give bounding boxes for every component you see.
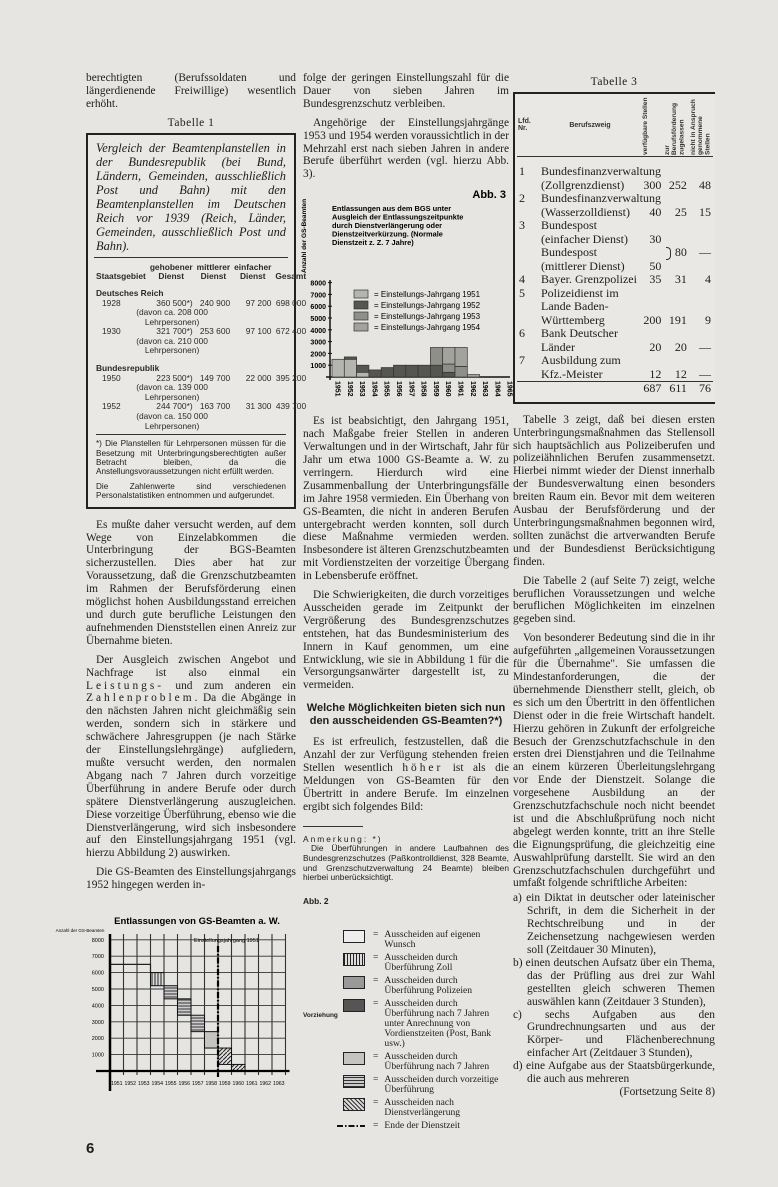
text: und zum anderen ein [164,679,296,692]
table1-title: Vergleich der Beamtenplanstellen in der Bundesrepublik (bei Bund, Ländern, Gemeinden, ausschließlich Post und Bahn) mit den Beamtenplanstellen im Deutschen Reich vor 1939 (Reich, Länder, Gemeinden, ausschließlich Post und Bahn). [94,135,288,258]
paragraph: Die Tabelle 2 (auf Seite 7) zeigt, welche beruflichen Voraussetzungen und welche beruflichen Möglichkeiten im einzelnen gegeben sind. [513,574,715,626]
legend-swatch [354,312,368,320]
bar-segment [418,365,430,377]
x-tick-label: 1962 [468,381,476,397]
berufszweig: (mittlerer Dienst) [541,258,625,273]
x-tick-label: 1954 [370,381,378,397]
legend-item [303,953,508,973]
left-middle-area [55,72,513,1158]
row-note: (davon ca. 150 000 Lehrpersonen) [136,411,208,431]
abb3-chart [292,187,513,409]
cell: 672 400 [275,326,307,337]
brace-icon [666,247,671,260]
cell: — [699,245,711,260]
cell: 22 000 [245,372,272,383]
cell: 30 [649,231,662,246]
section-heading: Welche Möglichkeiten bieten sich nun den ausscheidenden GS-Beamten?*) [306,702,506,728]
row-number: 3 [519,218,525,232]
page-number: 6 [86,1140,95,1158]
y-tick-label: 4000 [310,328,326,336]
x-tick-label: 1954 [151,1081,164,1088]
y-tick-label: 2000 [310,351,326,359]
text: . Da die Abgänge in den nächsten Jahren nicht gleichmäßig sein werden, sondern sich in stärkere und schwächere Jahresgruppen (je nach Stärke der Einstellungslehrgänge) aufgliedern, mußte versucht werden, den normalen Abgang nach 7 Jahren durch vorzeitige Überführung in andere Berufe oder durch spätere Dienstverlängerung auszugleichen. Diese vorzeitige Überführung, ebenso wie die Dienstverlängerung, wird sich insbesondere auf den Einstellungsjahrgang 1951 (vgl. hierzu Abbildung 2) auswirken. [86,692,296,860]
y-axis-title: Anzahl der GS-Beamten [55,928,105,934]
bar-segment [344,357,356,359]
legend-label: Ausscheiden nach Dienstverlängerung [384,1097,461,1119]
cell: 20 [649,339,662,354]
table-row [517,354,713,368]
legend-item [303,1052,508,1072]
legend-item [303,999,508,1049]
y-tick-label: 3000 [91,1020,104,1027]
cell: 149 700 [199,372,231,383]
paragraph: Tabelle 3 zeigt, daß bei diesen ersten Unterbringungsmaßnahmen das Stellensoll sich hauptsächlich aus Polizeiberufen und polizeiähnlichen Berufen zusammensetzt. Hierbei nimmt wieder der Dienst innerhalb der Bundesverwaltung einen besonders breiten Raum ein. Bevor mit dem weiteren Ausbau der Berufsförderung und der Unterbringungsmaßnahmen begonnen wird, sollten zunächst die artverwandten Berufe und der Bundesdienst Berücksichtigung finden. [513,413,715,568]
middle-body [303,415,509,906]
berufszweig: Bank Deutscher [541,326,618,341]
legend-item [303,1075,508,1095]
table1-col-header: Gesamt [275,271,307,282]
table-row [517,260,713,274]
cell: 4 [705,272,711,287]
legend-label: = Einstellungs-Jahrgang 1954 [374,323,481,333]
intro-text: berechtigten (Berufssoldaten und längerdienende Freiwillige) wesentlich erhöht. [86,72,296,110]
table3-col-header: Berufszweig [569,121,611,129]
step-bar [164,986,178,999]
total: 687 [643,381,662,396]
table-row [517,273,713,287]
equals-sign: = [373,1097,379,1109]
berufszweig: Ausbildung zum [541,353,621,368]
cell: 360 500*) [156,297,193,308]
y-tick-label: 7000 [91,954,104,961]
table1-group: Bundesrepublik [96,363,160,374]
equals-sign: = [373,1074,379,1086]
bar-segment [443,348,455,365]
middle-top [303,72,509,181]
bar-segment [381,368,393,377]
year: 1950 [102,372,121,383]
cell: 252 [668,177,687,192]
abb2-legend [303,930,508,1134]
x-tick-label: 1960 [444,381,452,397]
equals-sign: = [373,1051,379,1063]
bar-segment [443,373,455,378]
table-row [517,300,713,314]
step-bar [205,1032,219,1048]
emphasis: Zahlenproblem [86,692,195,705]
legend-swatch [354,323,368,331]
paragraph: Von besonderer Bedeutung sind die in ihr aufgeführten „allgemeinen Voraussetzungen für die Übernahme". Sie umfassen die Mindestanforderungen, die der übernehmende Dienstherr stellt, gleich, ob es sich um den Übertritt in den öffentlichen Dienst oder in die freie Wirtschaft handelt. Hierzu gehören in Zukunft der erfolgreiche Besuch der Grenzschutzfachschule in den ersten drei Dienstjahren und die Teilnahme an einem kürzeren Überleitungslehrgang vor Ende der Dienstzeit. Solange die vorgesehene Ausbildung an der Grenzschutzfachschule noch nicht beendet ist und die Abschlußprüfung noch nicht abgelegt werden konnte, tritt an ihre Stelle die Eignungsprüfung, die gleichzeitig eine Auswahlprüfung darstellt. Sie wird an den Grenzschutzfachschulen durchgeführt und umfaßt folgende schriftliche Arbeiten: [513,632,715,890]
table-row [517,287,713,301]
bar-segment [430,348,442,366]
chart-title: Entlassungen aus dem BGS unter Ausgleich der Entlassungszeitpunkte durch Dienstverlängerung oder Dienstzeitverkürzung. (Normale Dienstzeit z. Z. 7 Jahre) [332,204,464,248]
table1-grid [94,258,308,432]
footnote-text: Die Überführungen in andere Laufbahnen des Bundesgrenzschutzes (Paßkontrolldienst, 328 Beamte, und Grenzschutzverwaltung 24 Beamte) bleiben hierbei unberücksichtigt. [303,843,509,883]
paragraph: Es mußte daher versucht werden, auf dem Wege von Einzelabkommen die Unterbringung der BGS-Beamten sicherzustellen. Dies aber hat zur Voraussetzung, daß die Grenzschutzbeamten im Rahmen der Berufsförderung einen möglichst hohen Ausbildungsstand erreichen und durch gute berufliche Leistungen den aufnehmenden Dienststellen einen Anreiz zur Übernahme bieten. [86,518,296,647]
equals-sign: = [373,952,379,964]
legend-swatch [343,1075,365,1088]
legend-label: Ausscheiden durch Überführung Zoll [384,952,458,974]
row-note: (davon ca. 210 000 Lehrpersonen) [136,335,208,356]
x-tick-label: 1952 [124,1081,137,1088]
emphasis: Leistungs- [86,679,165,692]
table1-col-header: einfacher Dienst [234,261,272,282]
legend-item [303,1098,508,1118]
table3-col-header: nicht in Anspruch genommene Stellen [689,99,712,155]
cell: 12 [674,366,687,381]
table3-col-header: Lfd. Nr. [518,118,531,132]
step-bar [191,1016,205,1032]
cell: 163 700 [199,401,231,412]
page [55,72,715,1187]
legend-label: Ausscheiden durch vorzeitige Überführung [384,1074,499,1096]
list-item: a) ein Diktat in deutscher oder lateinischer Schrift, in dem die Sicherheit in der Rechtschreibung und in der Zeichensetzung nachgewiesen werden soll (Zeitdauer 30 Minuten), [513,892,715,956]
abb2-label: Abb. 2 [303,895,329,906]
cell: 48 [699,177,711,192]
x-tick-label: 1951 [110,1081,123,1088]
row-number: 1 [519,164,525,178]
legend-label: Ausscheiden durch Überführung Polizeien [384,975,473,997]
abb2-chart [55,912,295,1112]
cell: 31 [674,272,687,287]
y-tick-label: 1000 [310,363,326,371]
equals-sign: = [373,929,379,941]
row-note: (davon ca. 139 000 Lehrpersonen) [136,382,208,402]
table-row [517,192,713,206]
cell: 321 700*) [156,326,193,337]
cell: 9 [705,312,711,327]
equals-sign: = [373,975,379,987]
cell: 223 500*) [156,372,193,383]
table1-header [94,258,308,286]
x-tick-label: 1953 [137,1081,150,1088]
legend-swatch [354,301,368,309]
exam-list [513,892,715,1086]
cell: — [699,366,711,381]
step-bar [178,999,192,1015]
x-tick-label: 1964 [493,381,501,397]
paragraph: Es ist beabsichtigt, den Jahrgang 1951, nach Maßgabe freier Stellen in anderen Verwaltungen und in der Wirtschaft, Jahr für Jahr um etwa 1000 GS-Beamte a. W. zu verringern. Hierdurch wird eine Zusammenballung der Unterbringungsfälle im Jahre 1958 vermieden. Ein Überhang von GS-Beamten, die nicht in anderen Berufen untergebracht werden konnten, soll durch diese Maßnahme vermieden werden. Insbesondere ist älteren Grenzschutzbeamten mit Vordienstzeiten der vorzeitige Übergang in Lebensberufe eröffnet. [303,415,509,583]
x-tick-label: 1956 [178,1081,191,1088]
x-tick-label: 1961 [456,381,464,397]
bar-segment [443,364,455,372]
y-tick-label: 5000 [310,316,326,324]
chart-title: Entlassungen von GS-Beamten a. W. [114,916,280,928]
berufszweig: Bundespost [541,218,598,232]
year: 1952 [102,401,121,412]
x-tick-label: 1952 [345,381,353,397]
bar-segment [467,375,479,377]
x-tick-label: 1961 [245,1081,258,1088]
cell [663,246,689,260]
continuation-note: (Fortsetzung Seite 8) [619,1085,715,1098]
text: Der Ausgleich zwischen Angebot und Nachfrage ist also einmal ein [86,653,296,679]
table3 [513,92,715,404]
berufszweig: Bundesfinanzverwaltung [541,164,661,178]
y-axis-title: Anzahl der GS-Beamten [301,199,308,274]
y-tick-label: 5000 [91,987,104,994]
text: ist als die Meldungen von GS-Beamten für den Übertritt in andere Berufe. Im einzelnen ergibt sich folgendes Bild: [303,762,510,813]
legend-label: Ausscheiden durch Überführung nach 7 Jahren [384,1051,490,1073]
legend-swatch [343,976,365,989]
paragraph [86,654,296,861]
paragraph: Die GS-Beamten des Einstellungsjahrgangs 1952 hingegen werden in- [86,866,296,892]
legend-swatch [354,290,368,298]
bar-segment [455,348,467,367]
x-tick-label: 1956 [395,381,402,397]
table1-source: Die Zahlenwerte sind verschiedenen Personalstatistiken entnommen und aufgerundet. [96,481,286,501]
table-row [517,165,713,179]
y-tick-label: 6000 [91,970,104,977]
cell: 240 900 [199,297,231,308]
table3-col-header: verfügbare Stellen [641,97,649,155]
text-columns [55,72,513,906]
cell: 300 [643,177,662,192]
berufszweig: (Zollgrenzdienst) [541,177,625,192]
cell: 20 [674,339,687,354]
cell: 50 [649,258,662,273]
step-bar [218,1048,232,1064]
bar-segment [357,365,369,372]
table-row [517,368,713,382]
text: Es ist erfreulich, festzustellen, daß die Anzahl der zur Verfügung stehenden freien Stellen wesentlich [303,736,509,775]
x-tick-label: 1957 [191,1081,204,1088]
cell: — [699,339,711,354]
x-tick-label: 1965 [505,381,513,397]
legend-swatch [343,930,365,943]
table1-caption: Tabelle 1 [167,116,215,129]
bar-segment [344,360,356,378]
table-row [517,206,713,220]
paragraph: folge der geringen Einstellungszahl für die Dauer von sieben Jahren im Bundesgrenzschutz verbleiben. [303,72,509,110]
cell: 395 200 [275,372,307,383]
x-tick-label: 1958 [205,1081,218,1088]
step-bar [151,973,165,986]
left-body [86,519,296,892]
total: 76 [699,381,711,396]
y-tick-label: 1000 [91,1052,104,1059]
y-tick-label: 6000 [310,304,326,312]
berufszweig: (Wasserzolldienst) [541,204,631,219]
legend-item [303,976,508,996]
cell: 200 [643,312,662,327]
table-row [517,327,713,341]
x-tick-label: 1955 [382,381,390,397]
legend-label: Ausscheiden durch Überführung nach 7 Jahren unter Anrechnung von Vordienstzeiten (Post, Bank usw.) [384,998,492,1050]
legend-swatch [343,1052,365,1065]
paragraph: Die Schwierigkeiten, die durch vorzeitiges Ausscheiden gerade im Zeitpunkt der Vergrößerung des Bundesgrenzschutzes entstehen, hat das Bundesministerium des Innern in Kauf genommen, um eine Entwicklung, wie sie in Abbildung 1 für die Versorgungsanwärter dargestellt ist, zu vermeiden. [303,589,509,692]
table1-col-header: mittlerer Dienst [196,261,231,282]
cell: 253 600 [199,326,231,337]
table-row [517,179,713,193]
x-tick-label: 1960 [232,1081,245,1088]
x-tick-label: 1955 [164,1081,177,1088]
abb2-area [55,912,509,1134]
emphasis: höher [402,762,444,775]
x-tick-label: 1951 [333,381,341,397]
bar-segment [357,373,369,378]
x-tick-label: 1953 [358,381,366,397]
table1-col-header: gehobener Dienst [149,261,193,282]
x-tick-label: 1963 [481,381,489,397]
berufszweig: Bundespost [541,245,598,260]
y-tick-label: 8000 [310,280,326,288]
cell: 40 [649,204,662,219]
row-note: (davon ca. 208 000 Lehrpersonen) [136,307,208,327]
berufszweig: Kfz.-Meister [541,366,603,381]
table1-footnote: *) Die Planstellen für Lehrpersonen müssen für die Besetzung mit Unterbringungsberechtigten außer Betracht bleiben, da die Anstellungsvoraussetzungen nicht erfüllt werden. [96,434,286,477]
cell: 191 [668,312,687,327]
table-row [517,314,713,328]
list-item: c) sechs Aufgaben aus den Grundrechnungsarten und aus der Körper- und Flächenberechnung einfacher Art (Zeitdauer 3 Stunden), [513,1008,715,1060]
berufszweig: Lande Baden- [541,299,609,314]
list-item: b) einen deutschen Aufsatz über ein Thema, das der Prüfling aus drei zur Wahl gestellten gleich schweren Themen auswählen kann (Zeitdauer 3 Stunden), [513,956,715,1008]
footnote-divider [303,826,363,827]
cell-value: 80 [674,245,687,259]
y-tick-label: 7000 [310,292,326,300]
table3-grid [517,94,713,396]
bar-segment [430,365,442,377]
table-row [517,246,713,260]
table3-col-header: zur Berufsförderung zugelassen [664,102,686,155]
berufszweig: Polizeidienst im [541,285,619,300]
row-number: 2 [519,191,525,205]
table-row [517,219,713,233]
cell: 244 700*) [156,401,193,412]
year: 1928 [102,297,121,308]
row-number: 7 [519,353,525,368]
row-number: 6 [519,326,525,341]
total: 611 [669,381,687,396]
legend-swatch [343,953,365,966]
cell: 97 200 [245,297,272,308]
y-tick-label: 4000 [91,1003,104,1010]
chart-label: Abb. 3 [472,189,506,202]
legend-side-label: Vorziehung [303,1012,338,1020]
cell: 31 300 [245,401,272,412]
x-tick-label: 1957 [407,381,415,397]
table-row [517,341,713,355]
table-row [517,233,713,247]
table1-group: Deutsches Reich [96,287,164,298]
footnote-label: Anmerkung: *) [303,833,383,844]
cell: 25 [674,204,687,219]
legend-label: = Einstellungs-Jahrgang 1951 [374,290,481,300]
left-intro [86,72,296,111]
x-tick-label: 1959 [218,1081,231,1088]
cell: 439 700 [275,401,307,412]
cell: 97 100 [245,326,272,337]
row-number: 5 [519,285,525,300]
bar-segment [332,360,344,378]
cell: 12 [649,366,662,381]
berufszweig: Württemberg [541,312,605,327]
list-item: d) eine Aufgabe aus der Staatsbürgerkunde, die auch aus mehreren [513,1060,715,1086]
middle-column [301,72,513,906]
x-tick-label: 1959 [431,381,439,397]
bar-segment [406,365,418,377]
legend-label: = Einstellungs-Jahrgang 1952 [374,301,481,311]
paragraph [303,736,509,813]
berufszweig: Bayer. Grenzpolizei [541,272,637,287]
bar-segment [394,365,406,377]
cell: 15 [699,204,711,219]
legend-item [303,930,508,950]
x-tick-label: 1962 [259,1081,272,1088]
dash-dot-line-icon [337,1121,365,1131]
level-line [110,965,151,973]
bar-segment [369,370,381,377]
legend-label: = Einstellungs-Jahrgang 1953 [374,312,481,322]
legend-label: Ausscheiden auf eigenen Wunsch [384,929,481,951]
table3-totals [517,382,713,396]
table1-col-header: Staatsgebiet [96,271,146,282]
berufszweig: Bundesfinanzverwaltung [541,191,661,205]
bar-segment [455,367,467,378]
right-column [513,72,715,1099]
legend-swatch [343,999,365,1012]
y-tick-label: 3000 [310,339,326,347]
y-tick-label: 2000 [91,1036,104,1043]
berufszweig: (einfacher Dienst) [541,231,628,246]
legend-item [303,1121,508,1131]
right-body [513,414,715,1099]
cell: 698 000 [275,297,307,308]
legend-swatch [343,1098,365,1111]
chart-subtitle: Einstellungsjahrgang 1951 [194,938,259,945]
row-number: 4 [519,272,525,287]
cell: 35 [649,272,662,287]
equals-sign: = [373,1120,379,1132]
paragraph: Angehörige der Einstellungsjahrgänge 1953 und 1954 werden voraussichtlich in der Mehrzahl erst nach sieben Jahren in andere Berufe überführt werden (vgl. hierzu Abb. 3). [303,116,509,181]
table3-caption: Tabelle 3 [590,76,638,88]
legend-label: Ende der Dienstzeit [384,1120,461,1132]
berufszweig: Länder [541,339,575,354]
x-tick-label: 1963 [272,1081,285,1088]
year: 1930 [102,326,121,337]
x-tick-label: 1958 [419,381,427,397]
y-tick-label: 8000 [91,938,104,945]
equals-sign: = [373,998,379,1010]
